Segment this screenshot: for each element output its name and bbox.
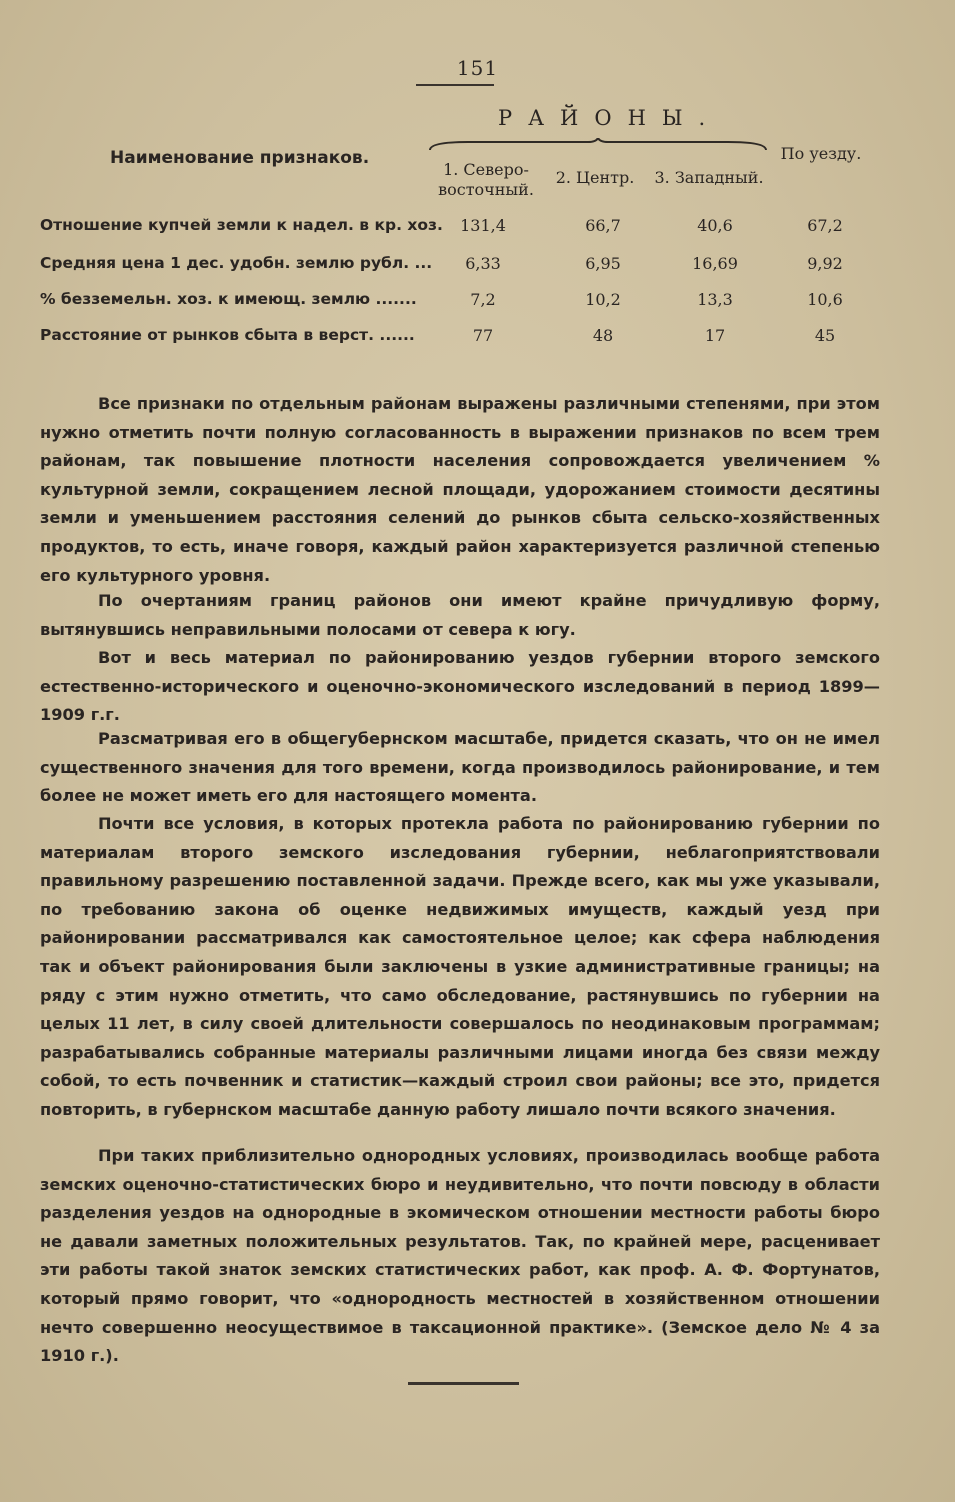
table-row xyxy=(40,326,900,356)
cell-value: 10,6 xyxy=(807,290,843,309)
cell-value: 17 xyxy=(704,326,726,345)
cell-value: 66,7 xyxy=(585,216,621,235)
cell-value: 16,69 xyxy=(692,254,738,273)
table-col1-header xyxy=(436,160,536,200)
end-rule xyxy=(408,1382,519,1385)
table-row xyxy=(40,290,900,320)
page-number: 151 xyxy=(456,56,499,80)
cell-value: 6,33 xyxy=(465,254,501,273)
cell-value: 48 xyxy=(592,326,614,345)
row-label: Средняя цена 1 дес. удобн. землю рубл. ... xyxy=(40,254,433,272)
row-label: Отношение купчей земли к надел. в кр. хоз. xyxy=(40,216,443,234)
row-label: % безземельн. хоз. к имеющ. землю ....... xyxy=(40,290,417,308)
cell-value: 6,95 xyxy=(585,254,621,273)
body-paragraph: Разсматривая его в общегубернском масштабе, придется сказать, что он не имел существенного значения для того времени, когда производилось районирование, и тем более не может иметь его для настоящего момента. xyxy=(40,729,880,806)
cell-value: 13,3 xyxy=(697,290,733,309)
cell-value: 67,2 xyxy=(807,216,843,235)
table-row xyxy=(40,216,900,246)
body-paragraph: Почти все условия, в которых протекла работа по районированию губернии по материалам второго земского изследования губернии, неблагоприятствовали правильному разрешению поставленной задачи. Прежде всего, как мы уже указывали, по требованию закона об оценке недвижимых имуществ, каждый уезд при районировании рассматривался как самостоятельное целое; как сфера наблюдения так и объект районирования были заключены в узкие административные границы; на ряду с этим нужно отметить, что само обследование, растянувшись по губернии на целых 11 лет, в силу своей длительности совершалось по неодинаковым программам; разрабатывались собранные материалы различными лицами иногда без связи между собой, то есть почвенник и статистик—каждый строил свои районы; все это, придется повторить, в губернском масштабе данную работу лишало почти всякого значения. xyxy=(40,814,880,1119)
cell-value: 77 xyxy=(472,326,494,345)
cell-value: 40,6 xyxy=(697,216,733,235)
table-col1-header-line1: 1. Северо- xyxy=(443,160,529,179)
cell-value: 9,92 xyxy=(807,254,843,273)
table-group-header: РАЙОНЫ. xyxy=(498,106,722,130)
table-col1-header-line2: восточный. xyxy=(438,180,534,199)
body-paragraph: При таких приблизительно однородных условиях, производилась вообще работа земских оценочно-статистических бюро и неудивительно, что почти повсюду в области разделения уездов на однородные в экомическом отношении местности работы бюро не давали заметных положительных результатов. Так, по крайней мере, расценивает эти работы такой знаток земских статистических работ, как проф. А. Ф. Фортунатов, который прямо говорит, что «однородность местностей в хозяйственном отношении нечто совершенно неосуществимое в таксационной практике». (Земское дело № 4 за 1910 г.). xyxy=(40,1146,880,1366)
body-paragraph: По очертаниям границ районов они имеют крайне причудливую форму, вытянувшись неправильными полосами от севера к югу. xyxy=(40,591,880,639)
row-label: Расстояние от рынков сбыта в верст. ...... xyxy=(40,326,415,344)
cell-value: 45 xyxy=(814,326,836,345)
table-col4-header: По уезду. xyxy=(780,144,862,163)
table-name-header: Наименование признаков. xyxy=(110,148,370,168)
body-paragraph: Все признаки по отдельным районам выражены различными степенями, при этом нужно отметить почти полную согласованность в выражении признаков по всем трем районам, так повышение плотности населения сопровождается увеличением % культурной земли, сокращением лесной площади, удорожанием стоимости десятины земли и уменьшением расстояния селений до рынков сбыта сельско-хозяйственных продуктов, то есть, иначе говоря, каждый район характеризуется различной степенью его культурного уровня. xyxy=(40,394,880,585)
body-paragraph: Вот и весь материал по районированию уездов губернии второго земского естественно-исторического и оценочно-экономического изследований в период 1899—1909 г.г. xyxy=(40,648,880,725)
table-group-brace xyxy=(428,138,768,152)
cell-value: 10,2 xyxy=(585,290,621,309)
table-col2-header: 2. Центр. xyxy=(555,168,635,187)
cell-value: 7,2 xyxy=(470,290,496,309)
page-number-rule xyxy=(416,84,494,86)
table-col3-header: 3. Западный. xyxy=(654,168,764,187)
cell-value: 131,4 xyxy=(460,216,506,235)
table-row xyxy=(40,254,900,284)
